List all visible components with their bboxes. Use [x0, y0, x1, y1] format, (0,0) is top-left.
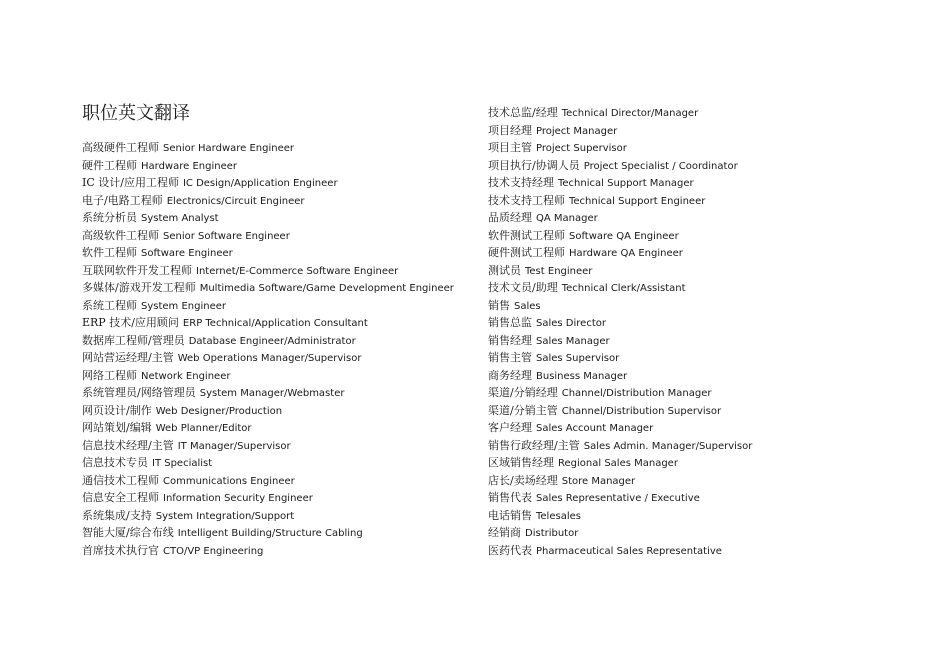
job-title-chinese: 技术总监/经理 [488, 106, 558, 119]
job-title-chinese: 品质经理 [488, 211, 532, 224]
job-title-chinese: 网站营运经理/主管 [82, 351, 174, 364]
list-item [488, 102, 752, 120]
list-item [82, 347, 454, 365]
list-item [488, 540, 752, 558]
job-title-chinese: 系统分析员 [82, 211, 137, 224]
job-title-chinese: 技术文员/助理 [488, 281, 558, 294]
job-title-chinese: 经销商 [488, 526, 521, 539]
list-item [488, 295, 752, 313]
list-item [488, 137, 752, 155]
job-title-english: Multimedia Software/Game Development Engineer [199, 283, 454, 294]
job-title-chinese: 销售经理 [488, 333, 532, 347]
list-item [82, 435, 454, 453]
list-item [82, 190, 454, 208]
job-title-chinese: 项目经理 [488, 123, 532, 137]
job-title-chinese: 高级硬件工程师 [82, 141, 159, 154]
list-item [488, 207, 752, 225]
job-title-chinese: 信息技术经理/主管 [82, 438, 174, 452]
job-title-chinese: 网站策划/编辑 [82, 421, 152, 434]
job-title-english: Technical Support Manager [558, 178, 694, 189]
job-title-english: Sales Admin. Manager/Supervisor [583, 440, 753, 452]
list-item [82, 382, 454, 400]
job-title-english: Channel/Distribution Supervisor [561, 405, 722, 417]
job-title-english: Internet/E-Commerce Software Engineer [196, 265, 399, 277]
job-title-chinese: 医药代表 [488, 543, 532, 557]
job-title-chinese: 销售 [488, 298, 510, 312]
list-item [82, 207, 454, 225]
job-title-english: Software Engineer [141, 248, 233, 259]
list-item [82, 172, 454, 190]
job-title-english: Sales [514, 300, 541, 312]
job-title-english: Project Manager [536, 125, 618, 137]
job-title-english: System Analyst [141, 213, 219, 224]
job-title-chinese: 店长/卖场经理 [488, 473, 558, 487]
job-title-chinese: 销售主管 [488, 351, 532, 364]
list-item [488, 487, 752, 505]
job-title-english: Technical Director/Manager [561, 108, 699, 119]
list-item [82, 312, 454, 330]
job-title-chinese: 技术支持工程师 [488, 193, 565, 207]
job-title-english: Senior Hardware Engineer [163, 143, 295, 154]
job-title-chinese: 渠道/分销经理 [488, 386, 558, 399]
list-item [82, 417, 454, 435]
job-title-english: Web Planner/Editor [155, 423, 252, 434]
job-title-english: Technical Clerk/Assistant [561, 283, 686, 294]
job-title-english: System Integration/Support [155, 510, 295, 522]
job-title-english: Information Security Engineer [163, 493, 313, 504]
job-title-chinese: 智能大厦/综合布线 [82, 526, 174, 539]
job-title-english: Sales Supervisor [536, 353, 620, 364]
job-title-english: System Engineer [141, 300, 227, 312]
list-item [82, 365, 454, 383]
job-title-english: Hardware Engineer [141, 160, 237, 172]
job-title-chinese: 软件工程师 [82, 246, 137, 259]
job-title-english: Sales Account Manager [536, 423, 654, 434]
job-title-chinese: 项目执行/协调人员 [488, 158, 580, 172]
job-title-chinese: 软件测试工程师 [488, 228, 565, 242]
list-item [82, 470, 454, 488]
list-item [82, 295, 454, 313]
job-title-english: Electronics/Circuit Engineer [166, 195, 305, 207]
job-title-chinese: 商务经理 [488, 368, 532, 382]
job-title-english: Intelligent Building/Structure Cabling [177, 528, 363, 539]
list-item [82, 155, 454, 173]
job-title-english: Store Manager [561, 475, 636, 487]
list-item [82, 400, 454, 418]
job-title-chinese: 硬件测试工程师 [488, 246, 565, 259]
job-title-english: IT Manager/Supervisor [177, 440, 291, 452]
list-item [488, 382, 752, 400]
job-title-english: CTO/VP Engineering [163, 545, 264, 557]
job-title-english: System Manager/Webmaster [199, 388, 345, 399]
list-item [488, 225, 752, 243]
list-item [488, 470, 752, 488]
job-title-chinese: 销售行政经理/主管 [488, 438, 580, 452]
job-title-chinese: 销售总监 [488, 316, 532, 329]
list-item [488, 400, 752, 418]
list-item [488, 365, 752, 383]
list-item [82, 505, 454, 523]
job-title-chinese: 测试员 [488, 263, 521, 277]
job-title-chinese: 渠道/分销主管 [488, 403, 558, 417]
job-title-chinese: 电子/电路工程师 [82, 193, 163, 207]
list-item [82, 137, 454, 155]
job-title-english: Sales Manager [536, 335, 610, 347]
list-item [82, 452, 454, 470]
list-item [488, 155, 752, 173]
list-item [488, 417, 752, 435]
list-item [82, 260, 454, 278]
list-item [488, 277, 752, 295]
job-title-english: Project Specialist / Coordinator [583, 160, 738, 172]
job-title-chinese: 硬件工程师 [82, 158, 137, 172]
job-title-english: Software QA Engineer [569, 230, 679, 242]
job-title-english: Sales Representative / Executive [536, 493, 700, 504]
job-title-english: Web Operations Manager/Supervisor [177, 353, 362, 364]
list-item [488, 242, 752, 260]
job-title-chinese: 电话销售 [488, 508, 532, 522]
list-item [82, 522, 454, 540]
job-title-chinese: 客户经理 [488, 421, 532, 434]
job-title-english: Business Manager [536, 370, 628, 382]
job-title-chinese: 数据库工程师/管理员 [82, 333, 185, 347]
job-title-english: QA Manager [536, 213, 598, 224]
list-item [488, 260, 752, 278]
list-item [488, 172, 752, 190]
list-item [82, 242, 454, 260]
job-title-english: Hardware QA Engineer [569, 248, 683, 259]
job-title-english: Channel/Distribution Manager [561, 388, 712, 399]
job-title-chinese: 区域销售经理 [488, 456, 554, 469]
list-item [82, 330, 454, 348]
job-title-english: Technical Support Engineer [569, 195, 706, 207]
job-title-english: Communications Engineer [163, 475, 295, 487]
job-title-chinese: 首席技术执行官 [82, 543, 159, 557]
job-title-chinese: 多媒体/游戏开发工程师 [82, 281, 196, 294]
list-item [82, 277, 454, 295]
job-title-english: Pharmaceutical Sales Representative [536, 545, 722, 557]
right-column [488, 102, 752, 557]
job-title-chinese: 信息技术专员 [82, 456, 148, 469]
job-title-chinese: 系统集成/支持 [82, 508, 152, 522]
job-title-english: Senior Software Engineer [163, 230, 290, 242]
list-item [488, 330, 752, 348]
list-item [82, 225, 454, 243]
job-title-english: IC Design/Application Engineer [182, 178, 338, 189]
job-title-english: Distributor [525, 528, 579, 539]
job-title-english: ERP Technical/Application Consultant [182, 318, 368, 329]
job-title-english: IT Specialist [152, 458, 213, 469]
left-column [82, 137, 454, 557]
job-title-chinese: 销售代表 [488, 491, 532, 504]
list-item [82, 540, 454, 558]
job-title-chinese: 技术支持经理 [488, 176, 554, 189]
list-item [488, 190, 752, 208]
job-title-chinese: IC 设计/应用工程师 [82, 176, 179, 189]
job-title-chinese: 互联网软件开发工程师 [82, 263, 192, 277]
list-item [488, 347, 752, 365]
job-title-chinese: 项目主管 [488, 141, 532, 154]
list-item [488, 435, 752, 453]
job-title-english: Database Engineer/Administrator [188, 335, 356, 347]
list-item [82, 487, 454, 505]
job-title-chinese: ERP 技术/应用顾问 [82, 316, 179, 329]
list-item [488, 120, 752, 138]
job-title-chinese: 高级软件工程师 [82, 228, 159, 242]
job-title-english: Test Engineer [525, 265, 593, 277]
job-title-english: Web Designer/Production [155, 405, 283, 417]
job-title-chinese: 网络工程师 [82, 368, 137, 382]
job-title-chinese: 系统管理员/网络管理员 [82, 386, 196, 399]
job-title-chinese: 通信技术工程师 [82, 473, 159, 487]
job-title-english: Network Engineer [141, 370, 231, 382]
job-title-english: Project Supervisor [536, 143, 627, 154]
list-item [488, 452, 752, 470]
job-title-english: Regional Sales Manager [558, 458, 678, 469]
list-item [488, 505, 752, 523]
job-title-chinese: 信息安全工程师 [82, 491, 159, 504]
list-item [488, 312, 752, 330]
job-title-english: Sales Director [536, 318, 606, 329]
list-item [488, 522, 752, 540]
job-title-english: Telesales [536, 510, 581, 522]
page-title: 职位英文翻译 [82, 103, 190, 124]
job-title-chinese: 网页设计/制作 [82, 403, 152, 417]
job-title-chinese: 系统工程师 [82, 298, 137, 312]
